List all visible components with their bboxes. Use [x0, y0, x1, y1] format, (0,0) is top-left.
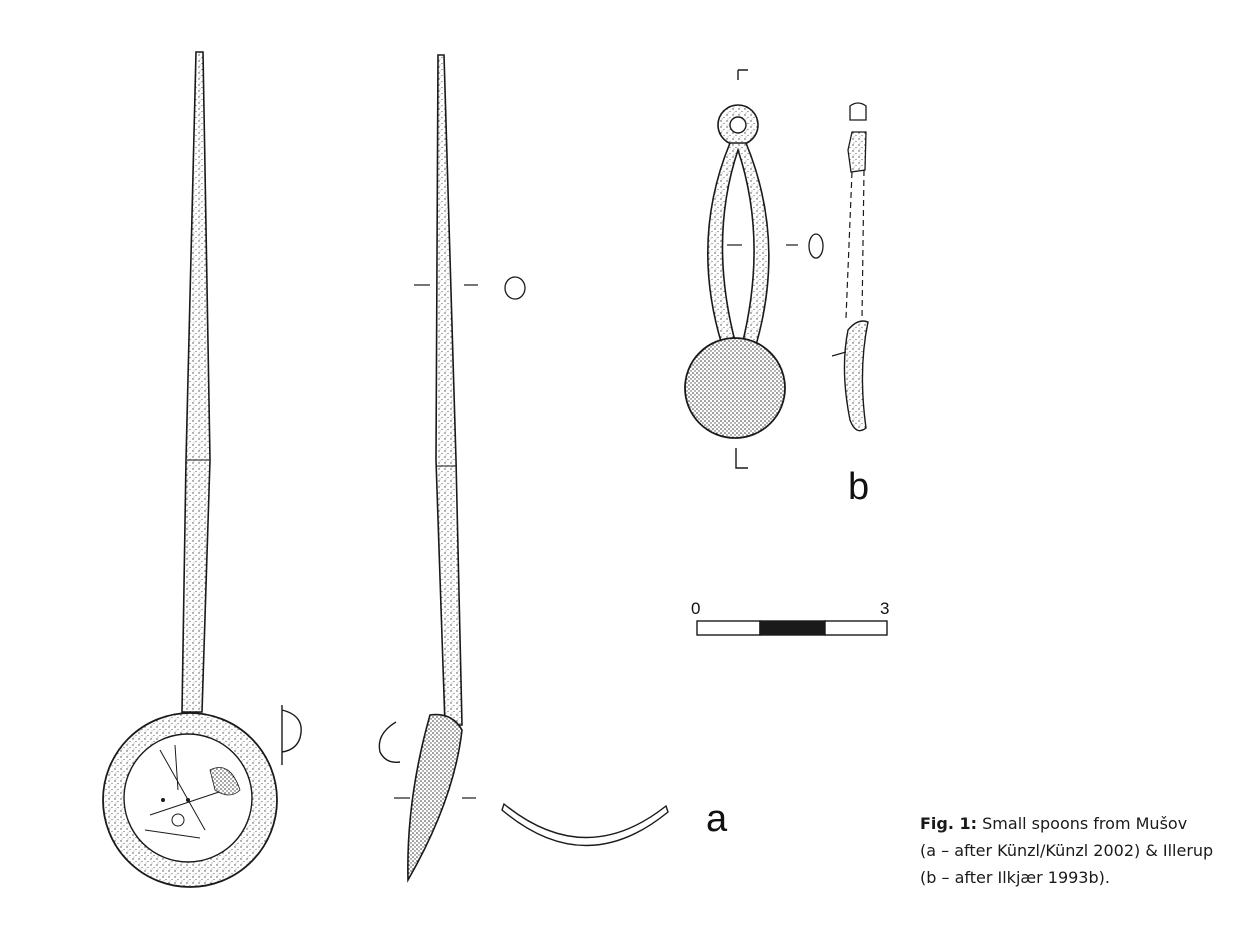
caption-text-1: Small spoons from Mušov	[982, 814, 1188, 833]
caption-lead: Fig. 1:	[920, 814, 978, 833]
panel-label-b: b	[848, 466, 870, 508]
scale-bar	[697, 621, 887, 635]
caption-line-1	[920, 810, 1240, 837]
spoon-a-side-view	[379, 55, 668, 880]
section-mark-a-bowl	[282, 705, 301, 765]
figure-caption	[920, 810, 1240, 891]
spoon-b-side-view	[832, 103, 868, 431]
caption-line-3: (b – after Ilkjær 1993b).	[920, 868, 1110, 887]
scale-label-end: 3	[880, 599, 890, 618]
caption-line-2: (a – after Künzl/Künzl 2002) & Illerup	[920, 841, 1214, 860]
panel-label-a: a	[706, 798, 728, 840]
spoon-b-front-view	[685, 70, 823, 468]
scale-label-start: 0	[691, 599, 701, 618]
spoon-a-front-view	[103, 52, 277, 887]
